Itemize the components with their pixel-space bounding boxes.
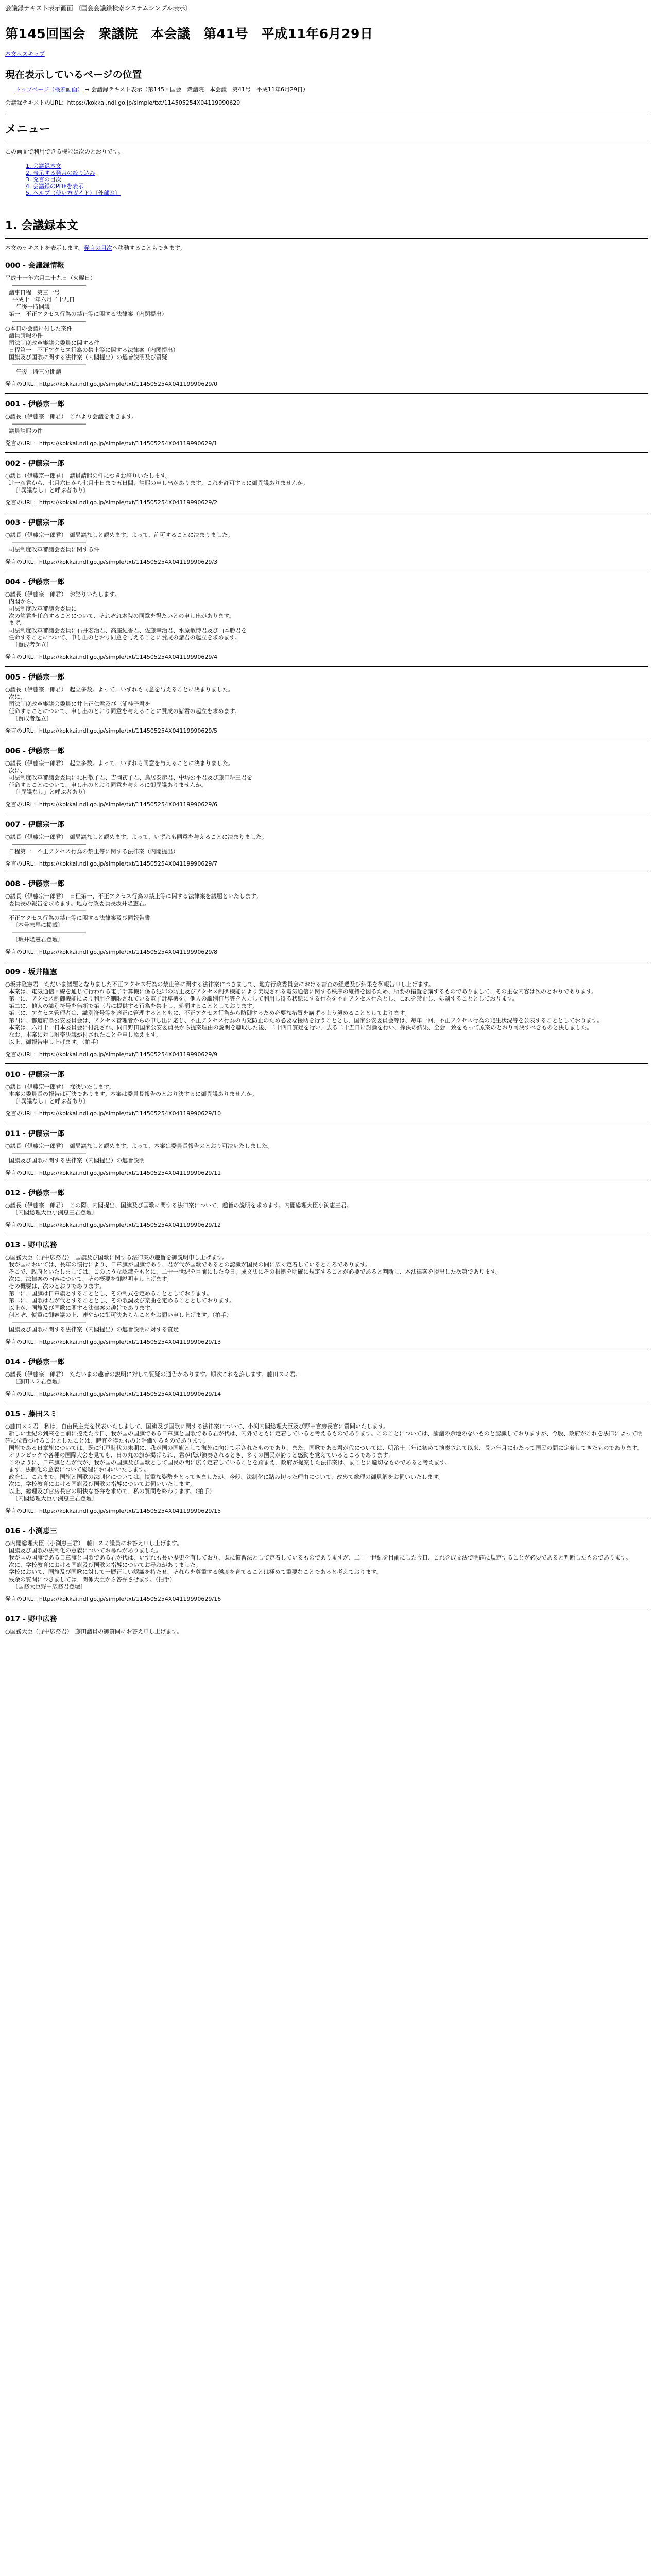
divider bbox=[5, 393, 648, 394]
speech-text: ○国務大臣（野中広務君） 藤田議員の御質問にお答え申し上げます。 bbox=[5, 1628, 183, 1635]
speech-text: ○議長（伊藤宗一郎君） 起立多数。よって、いずれも同意を与えることに決まりました。 次に、 司法制度改革審議会委員に井上正仁君及び三浦桂子君を 任命することについて、申し出のとおり同意を与えることに賛成の諸君の起立を求めます。 〔賛成者起立〕 bbox=[5, 686, 240, 722]
speech-heading: 010 - 伊藤宗一郎 bbox=[5, 1071, 64, 1079]
speech-block bbox=[5, 1128, 648, 1182]
speech-block bbox=[5, 1240, 648, 1351]
transcript-section bbox=[5, 217, 648, 1635]
menu-link-help[interactable]: 5. ヘルプ（使い方ガイド）〔外部窓〕 bbox=[26, 190, 121, 196]
divider bbox=[5, 666, 648, 667]
breadcrumb bbox=[15, 85, 648, 93]
speech-heading: 014 - 伊藤宗一郎 bbox=[5, 1358, 64, 1366]
speech-url-text: 発言のURL：https://kokkai.ndl.go.jp/simple/txt/114505254X04119990629/12 bbox=[5, 1222, 221, 1228]
page-url-text: 会議録テキストのURL：https://kokkai.ndl.go.jp/simple/txt/114505254X04119990629 bbox=[5, 99, 240, 106]
speech-block bbox=[5, 1357, 648, 1403]
speech-url-text: 発言のURL：https://kokkai.ndl.go.jp/simple/txt/114505254X04119990629/0 bbox=[5, 381, 218, 387]
speech-url-text: 発言のURL：https://kokkai.ndl.go.jp/simple/txt/114505254X04119990629/1 bbox=[5, 440, 218, 447]
speech-list bbox=[5, 260, 648, 1635]
speech-text: ○議長（伊藤宗一郎君） この際、内閣提出、国旗及び国歌に関する法律案について、趣旨の説明を求めます。内閣総理大臣小渕恵三君。 〔内閣総理大臣小渕恵三君登壇〕 bbox=[5, 1202, 352, 1216]
speech-text: ○議長（伊藤宗一郎君） 日程第一、不正アクセス行為の禁止等に関する法律案を議題といたします。 委員長の報告を求めます。地方行政委員長坂井隆憲君。 ――――――――――――― 不正アクセス行為の禁止等に関する法律案及び同報告書 〔本号末尾に掲載〕 ――――――――――――― 〔坂井隆憲君登壇〕 bbox=[5, 893, 262, 943]
speech-heading: 000 - 会議録情報 bbox=[5, 262, 64, 270]
speech-text: ○議長（伊藤宗一郎君） 議員請暇の件につきお諮りいたします。 辻一彦君から、七月六日から七月十日まで五日間、請暇の申し出があります。これを許可するに御異議ありませんか。 〔「異議なし」と呼ぶ者あり〕 bbox=[5, 472, 309, 494]
speech-heading: 009 - 坂井隆憲 bbox=[5, 968, 57, 976]
menu-item bbox=[26, 176, 648, 183]
menu-item bbox=[26, 163, 648, 170]
menu-list bbox=[26, 163, 648, 196]
document-title: 第145回国会 衆議院 本会議 第41号 平成11年6月29日 bbox=[5, 26, 373, 41]
menu-item bbox=[26, 170, 648, 176]
speech-text: ○議長（伊藤宗一郎君） 起立多数。よって、いずれも同意を与えることに決まりました。 次に、 司法制度改革審議会委員に北村敬子君、吉岡初子君、鳥居泰彦君、中坊公平君及び藤田耕三君を 任命することについて、申し出のとおり同意を与えるに御異議ありませんか。 〔「異議なし」と呼ぶ者あり〕 bbox=[5, 760, 252, 795]
speech-url-text: 発言のURL：https://kokkai.ndl.go.jp/simple/txt/114505254X04119990629/6 bbox=[5, 801, 218, 808]
menu-link-toc[interactable]: 3. 発言の目次 bbox=[26, 176, 61, 183]
divider bbox=[5, 452, 648, 453]
transcript-intro: 本文のテキストを表示します。発言の目次へ移動することもできます。 bbox=[5, 245, 186, 251]
menu-item bbox=[26, 183, 648, 190]
speech-heading: 013 - 野中広務 bbox=[5, 1241, 57, 1249]
menu-link-body[interactable]: 1. 会議録本文 bbox=[26, 163, 61, 170]
speech-text: ○議長（伊藤宗一郎君） 採決いたします。 本案の委員長の報告は可決であります。本案は委員長報告のとおり決するに御異議ありませんか。 〔「異議なし」と呼ぶ者あり〕 bbox=[5, 1083, 258, 1105]
speech-block bbox=[5, 1069, 648, 1123]
speech-url-text: 発言のURL：https://kokkai.ndl.go.jp/simple/txt/114505254X04119990629/13 bbox=[5, 1338, 221, 1345]
breadcrumb-top-link[interactable]: トップページ（検索画面） bbox=[15, 86, 83, 93]
breadcrumb-current: → 会議録テキスト表示（第145回国会 衆議院 本会議 第41号 平成11年6月29日） bbox=[84, 86, 308, 93]
speech-heading: 004 - 伊藤宗一郎 bbox=[5, 578, 64, 586]
location-section bbox=[5, 67, 648, 107]
speech-url-text: 発言のURL：https://kokkai.ndl.go.jp/simple/txt/114505254X04119990629/15 bbox=[5, 1507, 221, 1514]
speech-text: ○議長（伊藤宗一郎君） お諮りいたします。 内閣から、 司法制度改革審議会委員に 次の諸君を任命することについて、それぞれ本院の同意を得たいとの申し出があります。 まず、 司法制度改革審議会委員に石井宏治君、高座紀香君、佐藤幸治君、水原敏博君及び山本勝君を 任命することについて、申し出のとおり同意を与えることに賛成の諸君の起立を求めます。 〔賛成者起立〕 bbox=[5, 591, 247, 648]
speech-block bbox=[5, 745, 648, 814]
transcript-heading: 1. 会議録本文 bbox=[5, 219, 78, 232]
speech-block bbox=[5, 967, 648, 1064]
speech-block bbox=[5, 1614, 648, 1635]
speech-block bbox=[5, 458, 648, 512]
skip-to-content-link[interactable]: 本文へスキップ bbox=[5, 50, 45, 57]
speech-block bbox=[5, 577, 648, 667]
speech-url-text: 発言のURL：https://kokkai.ndl.go.jp/simple/txt/114505254X04119990629/4 bbox=[5, 654, 218, 660]
speech-text: ○国務大臣（野中広務君） 国旗及び国歌に関する法律案の趣旨を御説明申し上げます。 我が国においては、長年の慣行により、日章旗が国旗であり、君が代が国歌であるとの認識が国民の間に広く定着しているところであります。 そこで、政府といたしましては、このような認識をもとに、二十一世紀を目前にした今日、成文法にその根拠を明確に規定することが必要であると判断し、本法律案を提出した次第であります。 次に、法律案の内容について、その概要を御説明申し上げます。 その概要は、次のとおりであります。 第一に、国旗は日章旗とすることとし、その制式を定めることとしております。 第二に、国歌は君が代とすることとし、その歌詞及び楽曲を定めることとしております。 以上が、国旗及び国歌に関する法律案の趣旨であります。 何とぞ、慎重に御審議の上、速やかに御可決あらんことをお願い申し上げます。（拍手） ――――――――――――― 国旗及び国歌に関する法律案（内閣提出）の趣旨説明に対する質疑 bbox=[5, 1254, 501, 1333]
speech-text: ○議長（伊藤宗一郎君） ただいまの趣旨の説明に対して質疑の通告があります。順次これを許します。藤田スミ君。 〔藤田スミ君登壇〕 bbox=[5, 1371, 301, 1385]
speech-block bbox=[5, 672, 648, 740]
speech-block bbox=[5, 1526, 648, 1608]
speech-block bbox=[5, 1188, 648, 1234]
speech-url-text: 発言のURL：https://kokkai.ndl.go.jp/simple/txt/114505254X04119990629/7 bbox=[5, 860, 218, 867]
speech-heading: 012 - 伊藤宗一郎 bbox=[5, 1189, 64, 1197]
speech-block bbox=[5, 260, 648, 394]
speech-url-text: 発言のURL：https://kokkai.ndl.go.jp/simple/txt/114505254X04119990629/5 bbox=[5, 727, 218, 734]
speech-heading: 005 - 伊藤宗一郎 bbox=[5, 673, 64, 682]
speech-url-text: 発言のURL：https://kokkai.ndl.go.jp/simple/txt/114505254X04119990629/8 bbox=[5, 948, 218, 955]
speech-text: 平成十一年六月二十九日（火曜日） ――――――――――――― 議事日程 第三十号 平成十一年六月二十九日 午後一時開議 第一 不正アクセス行為の禁止等に関する法律案（内閣提出） ――――――――――――― ○本日の会議に付した案件 議員請暇の件 司法制度改革審議会委員に関する件 日程第一 不正アクセス行為の禁止等に関する法律案（内閣提出） 国旗及び国歌に関する法律案（内閣提出）の趣旨説明及び質疑 ――――――――――――― 午後一時三分開議 bbox=[5, 275, 179, 375]
speech-heading: 002 - 伊藤宗一郎 bbox=[5, 460, 64, 468]
speech-heading: 011 - 伊藤宗一郎 bbox=[5, 1130, 64, 1138]
speech-text: ○議長（伊藤宗一郎君） これより会議を開きます。 ――――――――――――― 議員請暇の件 bbox=[5, 413, 138, 434]
speech-text: ○議長（伊藤宗一郎君） 御異議なしと認めます。よって、本案は委員長報告のとおり可決いたしました。 ――――――――――――― 国旗及び国歌に関する法律案（内閣提出）の趣旨説明 bbox=[5, 1143, 273, 1164]
speech-text: ○坂井隆憲君 ただいま議題となりました不正アクセス行為の禁止等に関する法律案につきまして、地方行政委員会における審査の経過及び結果を御報告申し上げます。 本案は、電気通信回線を通じて行われる電子計算機に係る犯罪の防止及びアクセス制御機能により実現される電気通信に関する秩序の維持を図るため、所要の措置を講ずるものでありまして、その主な内容は次のとおりであります。 第一に、アクセス制御機能により利用を制限されている電子計算機を、他人の識別符号等を入力して利用し得る状態にする行為を不正アクセス行為とし、これを禁止し、処罰することとしております。 第二に、他人の識別符号を無断で第三者に提供する行為を禁止し、処罰することとしております。 第三に、アクセス管理者は、識別符号等を適正に管理するとともに、不正アクセス行為から防御するため必要な措置を講ずるよう努めることとしております。 第四に、都道府県公安委員会は、アクセス管理者からの申し出に応じ、不正アクセス行為の再発防止のため必要な援助を行うこととし、国家公安委員会等は、毎年一回、不正アクセス行為の発生状況等を公表することとしております。 本案は、六月十一日本委員会に付託され、同日野田国家公安委員長から提案理由の説明を聴取した後、二十四日質疑を行い、去る二十五日に討論を行い、採決の結果、全会一致をもって原案のとおり可決すべきものと決しました。 なお、本案に対し附帯決議が付されたことを申し添えます。 以上、御報告申し上げます。（拍手） bbox=[5, 981, 603, 1045]
menu-link-filter[interactable]: 2. 表示する発言の絞り込み bbox=[26, 170, 95, 176]
divider bbox=[5, 238, 648, 239]
speech-url-text: 発言のURL：https://kokkai.ndl.go.jp/simple/txt/114505254X04119990629/9 bbox=[5, 1051, 218, 1058]
speech-block bbox=[5, 878, 648, 961]
menu-link-pdf[interactable]: 4. 会議録のPDFを表示 bbox=[26, 183, 84, 190]
speech-heading: 003 - 伊藤宗一郎 bbox=[5, 519, 64, 527]
speech-url-text: 発言のURL：https://kokkai.ndl.go.jp/simple/txt/114505254X04119990629/3 bbox=[5, 558, 218, 565]
speech-text: ○議長（伊藤宗一郎君） 御異議なしと認めます。よって、いずれも同意を与えることに決まりました。 ――――――――――――― 日程第一 不正アクセス行為の禁止等に関する法律案（内閣提出） bbox=[5, 834, 267, 855]
speech-url-text: 発言のURL：https://kokkai.ndl.go.jp/simple/txt/114505254X04119990629/2 bbox=[5, 499, 218, 506]
location-heading: 現在表示しているページの位置 bbox=[5, 69, 142, 80]
speech-heading: 001 - 伊藤宗一郎 bbox=[5, 400, 64, 409]
speech-block bbox=[5, 1409, 648, 1520]
menu-item bbox=[26, 190, 648, 196]
speech-url-text: 発言のURL：https://kokkai.ndl.go.jp/simple/txt/114505254X04119990629/14 bbox=[5, 1391, 221, 1397]
menu-heading: メニュー bbox=[5, 123, 51, 136]
speech-heading: 016 - 小渕恵三 bbox=[5, 1527, 57, 1535]
menu-section bbox=[5, 121, 648, 196]
speech-url-text: 発言のURL：https://kokkai.ndl.go.jp/simple/txt/114505254X04119990629/10 bbox=[5, 1110, 221, 1117]
toc-link[interactable]: 発言の目次 bbox=[83, 245, 112, 251]
speech-url-text: 発言のURL：https://kokkai.ndl.go.jp/simple/txt/114505254X04119990629/11 bbox=[5, 1170, 221, 1176]
speech-text: ○藤田スミ君 私は、自由民主党を代表いたしまして、国旗及び国歌に関する法律案について、小渕内閣総理大臣及び野中官房長官に質問いたします。 新しい世紀の到来を目前に控えた今日、我が国の国旗である日章旗と国歌である君が代は、内外でともに定着していると考えるものであります。このことについては、論議の余地のないものと認識しておりますが、今般、政府がこれを法律によって明確に位置づけることとしたことは、時宜を得たものと評価するものであります。 国旗である日章旗については、既に江戸時代の末期に、我が国の国旗として海外に向けて示されたものであり、また、国歌である君が代については、明治十三年に初めて演奏されて以来、長い年月にわたって国民の間に定着してきたものであります。 オリンピックや各種の国際大会を見ても、日の丸の旗が掲げられ、君が代が演奏されるとき、多くの国民が誇りと感動を覚えているところであります。 このように、日章旗と君が代が、我が国の国旗及び国歌として国民の間に広く定着していることを踏まえ、政府が提案した法律案は、まことに適切なものであると考えます。 まず、法制化の意義について総理にお伺いいたします。 政府は、これまで、国旗と国歌の法制化については、慎重な姿勢をとってきましたが、今般、法制化に踏み切った理由について、改めて総理の御見解をお伺いいたします。 次に、学校教育における国旗及び国歌の指導についてお伺いいたします。 以上、総理及び官房長官の明快な答弁を求めて、私の質問を終わります。（拍手） 〔内閣総理大臣小渕恵三君登壇〕 bbox=[5, 1423, 643, 1502]
divider bbox=[5, 1063, 648, 1064]
speech-text: ○内閣総理大臣（小渕恵三君） 藤田スミ議員にお答え申し上げます。 国旗及び国歌の法制化の意義についてお尋ねがありました。 我が国の国旗である日章旗と国歌である君が代は、いずれも長い歴史を有しており、既に慣習法として定着しているものでありますが、二十一世紀を目前にした今日、これを成文法で明確に規定することが必要であると判断したものであります。 次に、学校教育における国旗及び国歌の指導についてお尋ねがありました。 学校において、国旗及び国歌に対して一層正しい認識を持たせ、それらを尊重する態度を育てることは極めて重要なことであると考えております。 残余の質問につきましては、関係大臣から答弁させます。（拍手） 〔国務大臣野中広務君登壇〕 bbox=[5, 1540, 632, 1590]
speech-heading: 015 - 藤田スミ bbox=[5, 1410, 57, 1418]
speech-heading: 007 - 伊藤宗一郎 bbox=[5, 821, 64, 829]
menu-intro: この画面で利用できる機能は次のとおりです。 bbox=[5, 148, 124, 155]
speech-block bbox=[5, 517, 648, 571]
speech-url-text: 発言のURL：https://kokkai.ndl.go.jp/simple/txt/114505254X04119990629/16 bbox=[5, 1596, 221, 1602]
speech-block bbox=[5, 819, 648, 873]
speech-heading: 008 - 伊藤宗一郎 bbox=[5, 880, 64, 888]
system-title: 会議録テキスト表示画面 〔国会会議録検索システムシンプル表示〕 bbox=[5, 5, 192, 12]
speech-heading: 017 - 野中広務 bbox=[5, 1615, 57, 1623]
speech-text: ○議長（伊藤宗一郎君） 御異議なしと認めます。よって、許可することに決まりました。 ――――――――――――― 司法制度改革審議会委員に関する件 bbox=[5, 532, 233, 553]
speech-heading: 006 - 伊藤宗一郎 bbox=[5, 747, 64, 755]
speech-block bbox=[5, 399, 648, 453]
